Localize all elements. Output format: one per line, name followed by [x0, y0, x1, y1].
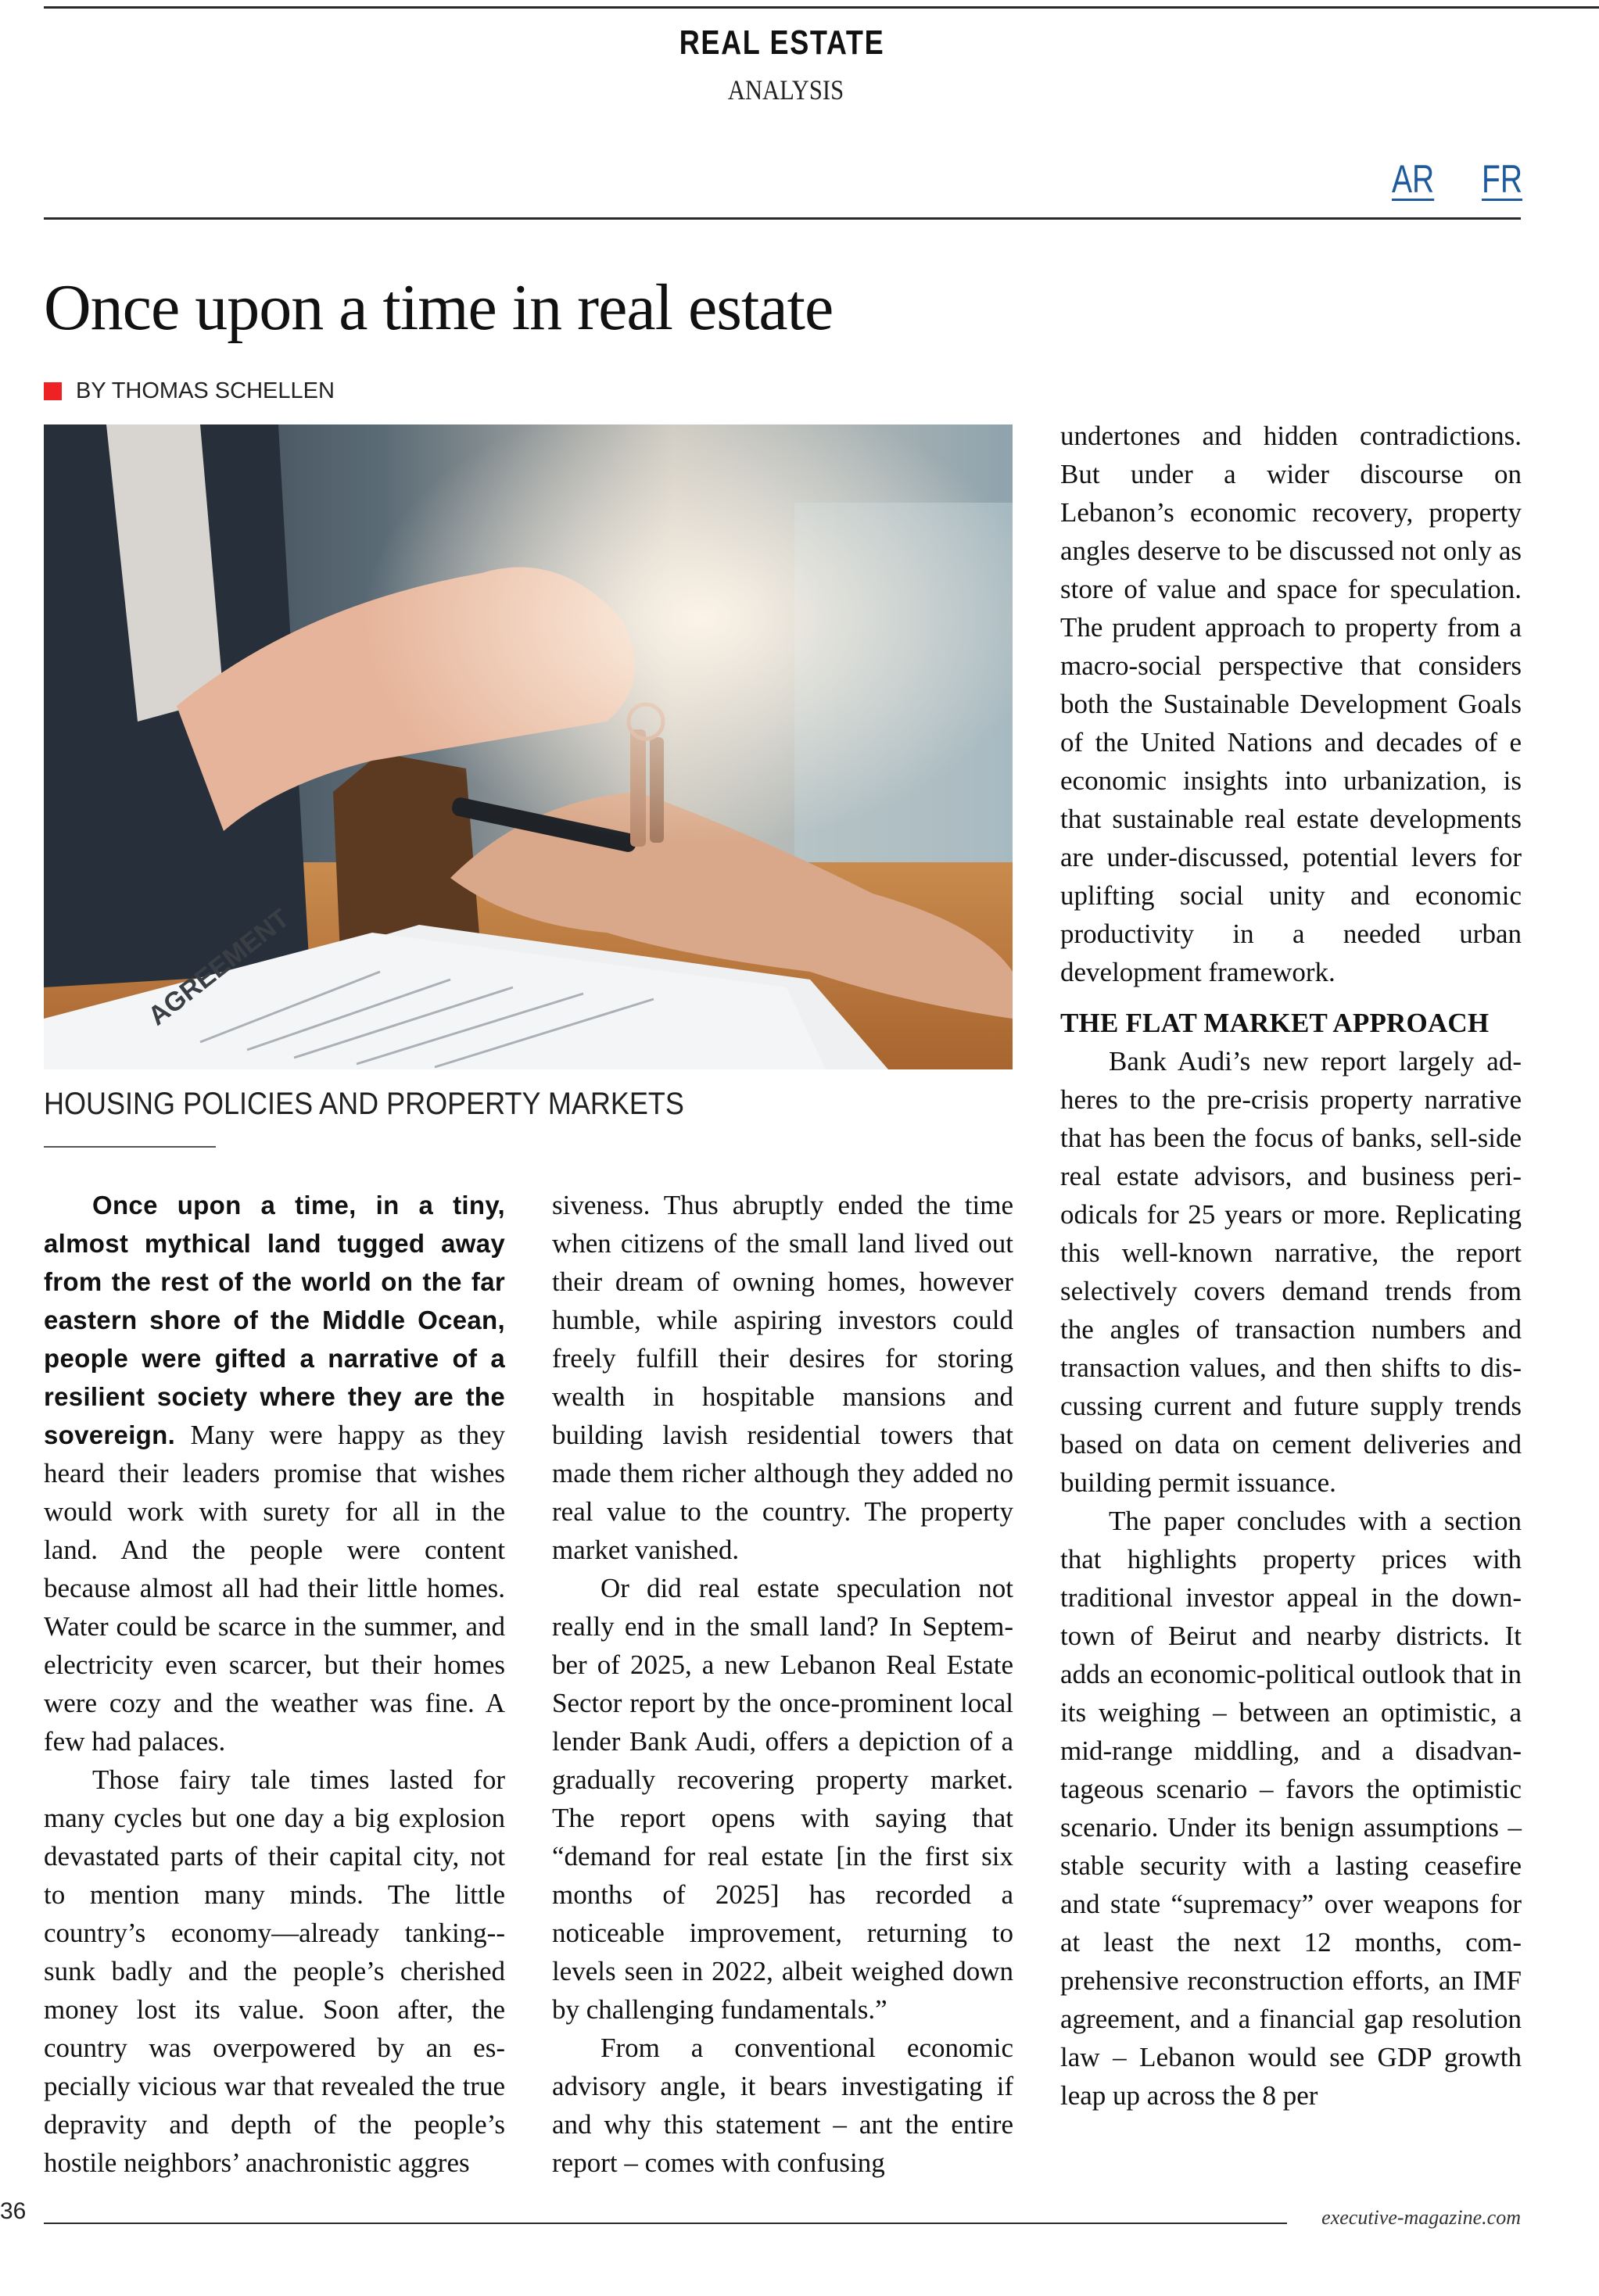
paragraph-lead [44, 1186, 505, 1761]
language-link-ar[interactable]: AR [1392, 157, 1435, 201]
subheading-rule [44, 1146, 216, 1148]
paragraph: From a conventional economic advisory angle, it bears investigating if and why this statement – ant the entire report – comes with confusing [552, 2033, 1013, 2178]
article-title: Once upon a time in real estate [44, 271, 834, 344]
article-photo [44, 424, 1013, 1069]
paragraph: The paper concludes with a section that highlights property prices with traditional investor appeal in the downtown of Beirut and nearby districts. It adds an economic-political outlook that in its weighing – between an optimistic, a mid-range middling, and a disadvantageous scenario – favors the optimistic scenario. Under its benign assumptions – stable security with a lasting ceasefire and state “supremacy” over weapons for at least the next 12 months, comprehensive reconstruction efforts, an IMF agreement, and a financial gap resolution law – Lebanon would see GDP growth leap up across the 8 per [1060, 1506, 1522, 2111]
paragraph-text: Many were happy as they heard their leaders promise that wishes would work with surety for all in the land. And the people were content because almost all had their little homes. Water could be scarce in the summer, and electricity even scarcer, but their homes were cozy and the weather was fine. A few had palaces. [44, 1420, 505, 1757]
byline-marker-icon [44, 382, 62, 400]
language-link-fr[interactable]: FR [1482, 157, 1522, 201]
byline-text: BY THOMAS SCHELLEN [76, 378, 335, 403]
top-rule [44, 6, 1599, 9]
left-column [44, 1186, 505, 2182]
keys-handover-illustration [44, 424, 1013, 1069]
byline [44, 378, 335, 404]
section-subheading: HOUSING POLICIES AND PROPERTY MARKETS [44, 1087, 684, 1121]
paragraph: Those fairy tale times lasted for many cycles but one day a big explosion devastated parts of their capital city, not to mention many minds. The little country’s economy—already tanking--sunk badly and the people’s cherished money lost its value. Soon after, the country was overpowered by an especially vicious war that revealed the true depravity and depth of the people’s hostile neighbors’ anachronistic aggres [44, 1764, 505, 2178]
section-heading: THE FLAT MARKET APPROACH [1060, 1008, 1490, 1038]
page-number: 36 [0, 2198, 27, 2224]
header-rule [44, 217, 1521, 220]
site-url[interactable]: executive-magazine.com [1321, 2206, 1521, 2229]
paragraph: Bank Audi’s new report largely adheres to the pre-crisis property narrative that has been the focus of banks, sell-side real estate advisors, and business periodicals for 25 years or more. Replicating this well-known narrative, the report selectively covers demand trends from the angles of transaction numbers and transaction values, and then shifts to discussing current and future supply trends based on data on cement deliveries and building permit issuance. [1060, 1046, 1522, 1498]
paragraph: undertones and hidden contradictions. But under a wider discourse on Lebanon’s economic recovery, property angles deserve to be discussed not only as store of value and space for speculation. The prudent approach to property from a macro-social perspective that considers both the Sustainable Development Goals of the United Nations and decades of e economic insights into urbanization, is that sustainable real estate developments are under-discussed, potential levers for uplifting social unity and economic productivity in a needed urban development framework. [1060, 421, 1522, 987]
middle-column [552, 1186, 1013, 2182]
paragraph: siveness. Thus abruptly ended the time when citizens of the small land lived out their dream of owning homes, however humble, while aspiring investors could freely fulfill their desires for storing wealth in hospitable mansions and building lavish residential towers that made them richer although they added no real value to the country. The property market vanished. [552, 1190, 1013, 1565]
footer-rule [44, 2223, 1287, 2224]
paragraph: Or did real estate speculation not really end in the small land? In September of 2025, a new Lebanon Real Estate Sector report by the once-prominent local lender Bank Audi, offers a depiction of a gradually recovering property market. The report opens with saying that “demand for real estate [in the first six months of 2025] has recorded a noticeable improvement, returning to levels seen in 2022, albeit weighed down by challenging fundamentals.” [552, 1573, 1013, 2025]
section-title: REAL ESTATE [679, 23, 885, 62]
right-column [1060, 417, 1522, 2115]
section-subtitle: ANALYSIS [727, 74, 844, 106]
lead-text: Once upon a time, in a tiny, almost mythical land tugged away from the rest of the world on the far eastern shore of the Middle Ocean, people were gifted a narrative of a resilient society where they are the sovereign. [44, 1191, 505, 1449]
